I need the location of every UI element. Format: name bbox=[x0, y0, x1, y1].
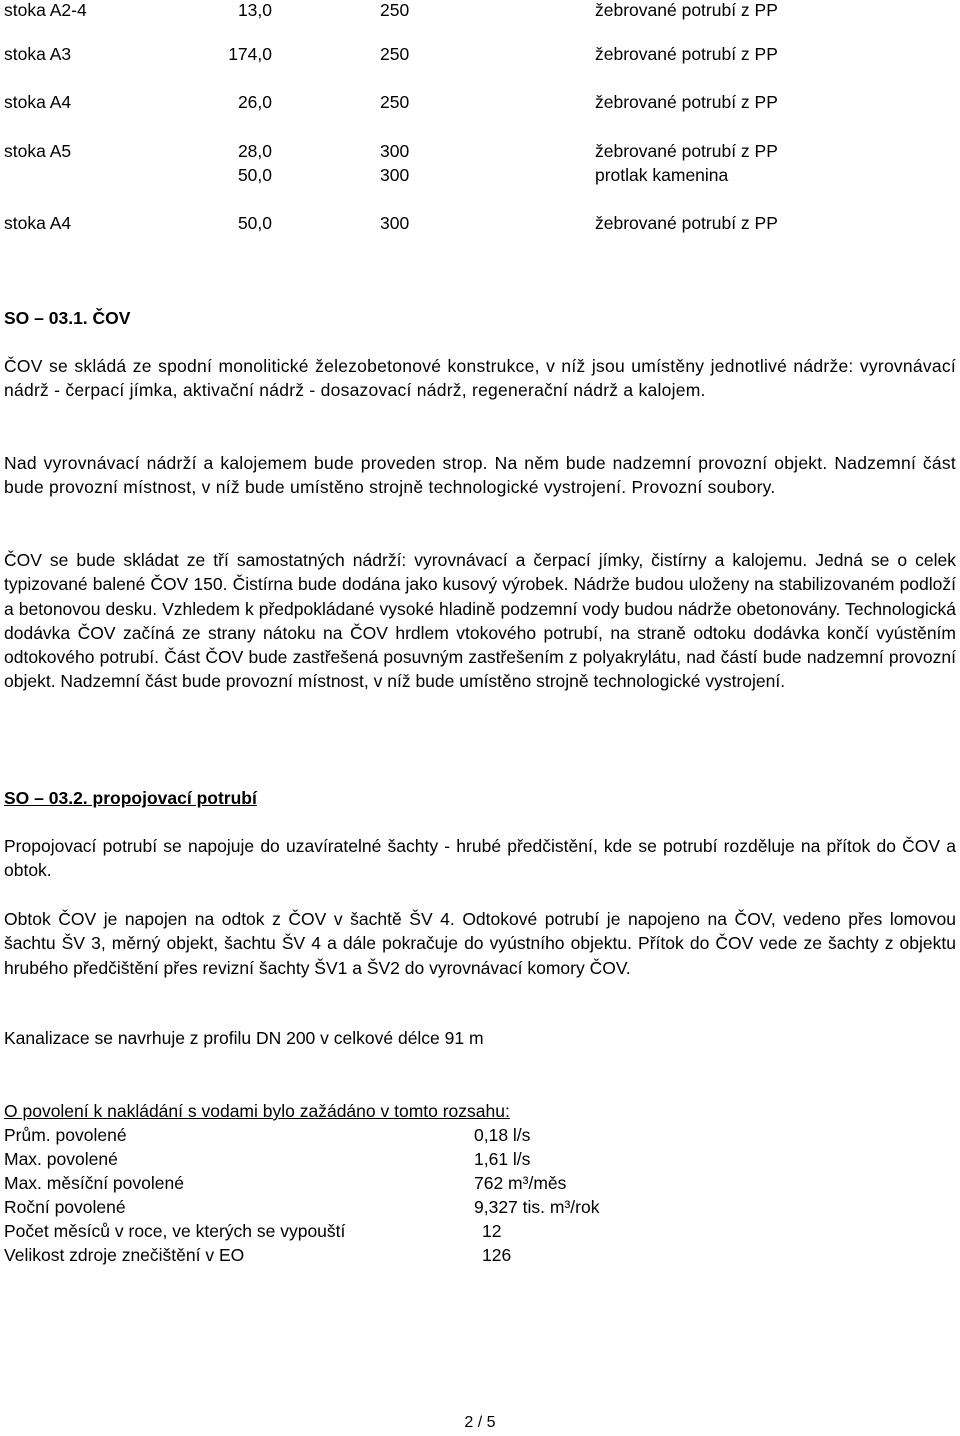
paragraph: ČOV se bude skládat ze tří samostatných nádrží: vyrovnávací a čerpací jímky, čistírny a kalojemu. Jedná se o celek typizované balené ČOV 150. Čistírna bude dodána jako kusový výrobek. Nádrže budou uloženy na stabilizovaném podloží a betonovou desku. Vzhledem k předpokládané vysoké hladině podzemní vody budou nádrže obetonovány. Technologická dodávka ČOV začíná ze strany nátoku na ČOV hrdlem vtokového potrubí, na straně odtoku dodávka končí vyústěním odtokového potrubí. Část ČOV bude zastřešená posuvným zastřešením z polyakrylátu, nad částí bude nadzemní provozní objekt. Nadzemní část bude provozní místnost, v níž bude umístěno strojně technologické vystrojení. bbox=[4, 550, 956, 692]
pipe-row bbox=[4, 163, 944, 187]
pipe-length: 50,0 bbox=[237, 165, 272, 185]
permit-row bbox=[4, 1147, 704, 1171]
pipe-dn: 300 bbox=[380, 213, 410, 233]
pipe-row bbox=[4, 139, 944, 163]
permit-label: Počet měsíců v roce, ve kterých se vypouští bbox=[4, 1221, 346, 1241]
pipe-material: žebrované potrubí z PP bbox=[595, 92, 778, 112]
permit-value: 0,18 l/s bbox=[474, 1125, 531, 1145]
paragraph: Propojovací potrubí se napojuje do uzavíratelné šachty - hrubé předčistění, kde se potrubí rozděluje na přítok do ČOV a obtok. bbox=[4, 836, 956, 881]
pipe-length: 26,0 bbox=[237, 92, 272, 112]
permit-label: Roční povolené bbox=[4, 1197, 126, 1217]
permit-label: Max. povolené bbox=[4, 1149, 118, 1169]
page-number bbox=[0, 1414, 960, 1432]
permit-label: Velikost zdroje znečištění v EO bbox=[4, 1245, 245, 1265]
permit-row bbox=[4, 1195, 704, 1219]
permit-value: 9,327 tis. m³/rok bbox=[474, 1197, 600, 1217]
paragraph: Obtok ČOV je napojen na odtok z ČOV v šachtě ŠV 4. Odtokové potrubí je napojeno na ČOV, vedeno přes lomovou šachtu ŠV 3, měrný objekt, šachtu ŠV 4 a dále pokračuje do vyústního objektu. Přítok do ČOV vede ze šachty z objektu hrubého předčištění přes revizní šachty ŠV1 a ŠV2 do vyrovnávací komory ČOV. bbox=[4, 909, 956, 978]
pipe-row bbox=[4, 90, 944, 114]
pipe-dn: 250 bbox=[380, 0, 410, 20]
permit-label: Max. měsíční povolené bbox=[4, 1173, 184, 1193]
permit-label: Prům. povolené bbox=[4, 1125, 127, 1145]
permit-value: 1,61 l/s bbox=[474, 1149, 531, 1169]
section-heading-so-032: SO – 03.2. propojovací potrubí bbox=[4, 788, 257, 808]
pipe-material: protlak kamenina bbox=[595, 165, 729, 185]
pipe-length: 13,0 bbox=[237, 0, 272, 20]
pipe-dn: 250 bbox=[380, 92, 410, 112]
pipe-name: stoka A5 bbox=[4, 141, 72, 161]
permit-value: 762 m³/měs bbox=[474, 1173, 567, 1193]
pipe-row bbox=[4, 211, 944, 235]
pipe-material: žebrované potrubí z PP bbox=[595, 213, 778, 233]
pipe-material: žebrované potrubí z PP bbox=[595, 44, 778, 64]
paragraph: Kanalizace se navrhuje z profilu DN 200 v celkové délce 91 m bbox=[4, 1028, 484, 1048]
pipe-dn: 250 bbox=[380, 44, 410, 64]
permit-value: 12 bbox=[482, 1221, 502, 1241]
permit-row bbox=[4, 1123, 704, 1147]
pipe-row bbox=[4, 42, 944, 66]
permit-value: 126 bbox=[482, 1245, 512, 1265]
pipe-material: žebrované potrubí z PP bbox=[595, 0, 778, 20]
pipe-length: 28,0 bbox=[237, 141, 272, 161]
pipe-row bbox=[4, 0, 944, 22]
pipe-name: stoka A4 bbox=[4, 213, 72, 233]
pipe-dn: 300 bbox=[380, 141, 410, 161]
pipe-name: stoka A2-4 bbox=[4, 0, 87, 20]
permit-row bbox=[4, 1243, 704, 1267]
pipe-name: stoka A3 bbox=[4, 44, 72, 64]
page-number-text: 2 / 5 bbox=[464, 1414, 496, 1431]
permit-row bbox=[4, 1219, 704, 1243]
paragraph: ČOV se skládá ze spodní monolitické železobetonové konstrukce, v níž jsou umístěny jednotlivé nádrže: vyrovnávací nádrž - čerpací jímka, aktivační nádrž - dosazovací nádrž, regenerační nádrž a kalojem. bbox=[4, 356, 956, 401]
permit-heading: O povolení k nakládání s vodami bylo zažádáno v tomto rozsahu: bbox=[4, 1101, 510, 1121]
pipe-length: 50,0 bbox=[237, 213, 272, 233]
pipe-name: stoka A4 bbox=[4, 92, 72, 112]
paragraph: Nad vyrovnávací nádrží a kalojemem bude proveden strop. Na něm bude nadzemní provozní objekt. Nadzemní část bude provozní místnost, v níž bude umístěno strojně technologické vystrojení. Provozní soubory. bbox=[4, 453, 956, 498]
pipe-material: žebrované potrubí z PP bbox=[595, 141, 778, 161]
pipe-length: 174,0 bbox=[228, 44, 272, 64]
permit-row bbox=[4, 1171, 704, 1195]
section-heading-so-031: SO – 03.1. ČOV bbox=[4, 308, 131, 328]
pipe-dn: 300 bbox=[380, 165, 410, 185]
